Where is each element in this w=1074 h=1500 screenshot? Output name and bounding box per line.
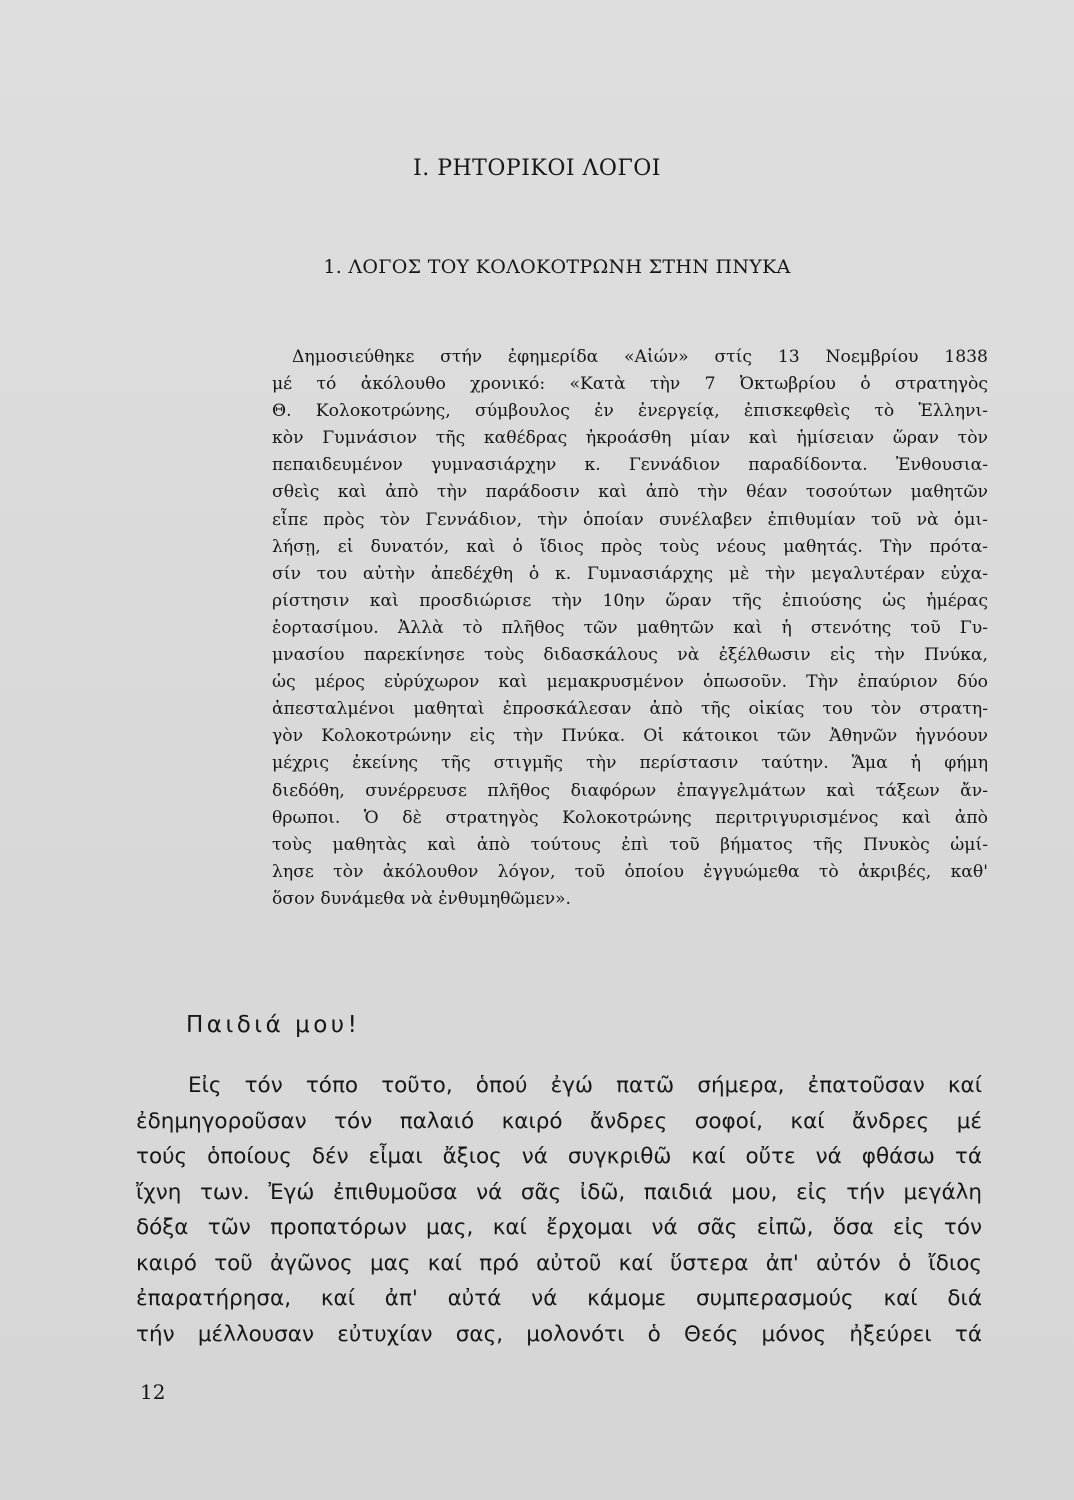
- intro-line: πεπαιδευμένον γυμνασιάρχην κ. Γεννάδιον παραδίδοντα. Ἐνθουσια-: [272, 455, 988, 476]
- speech-line: τούς ὁποίους δέν εἶμαι ἄξιος νά συγκριθῶ καί οὔτε νά φθάσω τά: [136, 1144, 982, 1169]
- speech-text: [136, 1068, 982, 1352]
- intro-line: Δημοσιεύθηκε στήν ἐφημερίδα «Αἰών» στίς 13 Νοεμβρίου 1838: [292, 347, 988, 367]
- intro-line: ἑορτασίμου. Ἀλλὰ τὸ πλῆθος τῶν μαθητῶν καὶ ἡ στενότης τοῦ Γυ-: [272, 617, 988, 638]
- speech-line: ἐδημηγοροῦσαν τόν παλαιό καιρό ἄνδρες σοφοί, καί ἄνδρες μέ: [136, 1108, 982, 1134]
- intro-line: διεδόθη, συνέρρευσε πλῆθος διαφόρων ἐπαγγελμάτων καὶ τάξεων ἄν-: [272, 780, 988, 801]
- speech-salutation: Παιδιά μου!: [186, 1012, 361, 1038]
- speech-line: τήν μέλλουσαν εὐτυχίαν σας, μολονότι ὁ Θεός μόνος ἠξεύρει τά: [136, 1321, 982, 1347]
- intro-paragraph: [272, 344, 988, 913]
- intro-line: μέ τό ἀκόλουθο χρονικό: «Κατὰ τὴν 7 Ὀκτωβρίου ὁ στρατηγὸς: [272, 374, 988, 395]
- intro-line: εἶπε πρὸς τὸν Γεννάδιον, τὴν ὁποίαν συνέλαβεν ἐπιθυμίαν τοῦ νὰ ὁμι-: [272, 509, 988, 530]
- intro-line: μέχρις ἐκείνης τῆς στιγμῆς τὴν περίστασιν ταύτην. Ἅμα ἡ φήμη: [272, 753, 988, 774]
- intro-line: σίν του αὐτὴν ἀπεδέχθη ὁ κ. Γυμνασιάρχης μὲ τὴν μεγαλυτέραν εὐχα-: [272, 563, 988, 584]
- intro-line: Θ. Κολοκοτρώνης, σύμβουλος ἐν ἐνεργείᾳ, ἐπισκεφθεὶς τὸ Ἑλληνι-: [272, 401, 988, 422]
- intro-line: ὅσον δυνάμεθα νὰ ἐνθυμηθῶμεν».: [272, 888, 572, 909]
- intro-line: ρίστησιν καὶ προσδιώρισε τὴν 10ην ὥραν τῆς ἐπιούσης ὡς ἡμέρας: [272, 590, 988, 611]
- speech-line: δόξα τῶν προπατόρων μας, καί ἔρχομαι νά σᾶς εἰπῶ, ὅσα εἰς τόν: [136, 1215, 982, 1240]
- intro-line: τοὺς μαθητὰς καὶ ἀπὸ τούτους ἐπὶ τοῦ βήματος τῆς Πνυκὸς ὡμί-: [272, 834, 988, 855]
- intro-line: μνασίου παρεκίνησε τοὺς διδασκάλους νὰ ἐξέλθωσιν εἰς τὴν Πνύκα,: [272, 645, 988, 666]
- intro-line: θρωποι. Ὁ δὲ στρατηγὸς Κολοκοτρώνης περιτριγυρισμένος καὶ ἀπὸ: [272, 807, 988, 828]
- intro-line: λησε τὸν ἀκόλουθον λόγον, τοῦ ὁποίου ἐγγυώμεθα τὸ ἀκριβές, καθ': [272, 861, 988, 882]
- intro-line: ἀπεσταλμένοι μαθηταὶ ἐπροσκάλεσαν ἀπὸ τῆς οἰκίας του τὸν στρατη-: [272, 699, 988, 720]
- speech-line: Εἰς τόν τόπο τοῦτο, ὁπού ἐγώ πατῶ σήμερα, ἐπατοῦσαν καί: [188, 1073, 982, 1098]
- speech-title: 1. ΛΟΓΟΣ ΤΟΥ ΚΟΛΟΚΟΤΡΩΝΗ ΣΤΗΝ ΠΝΥΚΑ: [323, 256, 791, 278]
- intro-line: σθεὶς καὶ ἀπὸ τὴν παράδοσιν καὶ ἀπὸ τὴν θέαν τοσούτων μαθητῶν: [272, 482, 988, 503]
- speech-line: καιρό τοῦ ἀγῶνος μας καί πρό αὐτοῦ καί ὕστερα ἀπ' αὐτόν ὁ ἴδιος: [136, 1250, 982, 1276]
- speech-line: ἐπαρατήρησα, καί ἀπ' αὐτά νά κάμομε συμπερασμούς καί διά: [136, 1286, 982, 1311]
- speech-line: ἴχνη των. Ἐγώ ἐπιθυμοῦσα νά σᾶς ἰδῶ, παιδιά μου, εἰς τήν μεγάλη: [136, 1179, 982, 1205]
- intro-line: κὸν Γυμνάσιον τῆς καθέδρας ἠκροάσθη μίαν καὶ ἡμίσειαν ὥραν τὸν: [272, 428, 988, 449]
- intro-line: λήσῃ, εἰ δυνατόν, καὶ ὁ ἴδιος πρὸς τοὺς νέους μαθητάς. Τὴν πρότα-: [272, 536, 988, 557]
- page-number: 12: [140, 1380, 166, 1404]
- intro-line: γὸν Κολοκοτρώνην εἰς τὴν Πνύκα. Οἱ κάτοικοι τῶν Ἀθηνῶν ἠγνόουν: [272, 726, 988, 747]
- section-title: I. ΡΗΤΟΡΙΚΟΙ ΛΟΓΟΙ: [413, 156, 661, 181]
- intro-line: ὡς μέρος εὐρύχωρον καὶ μεμακρυσμένον ὁπωσοῦν. Τὴν ἐπαύριον δύο: [272, 672, 988, 693]
